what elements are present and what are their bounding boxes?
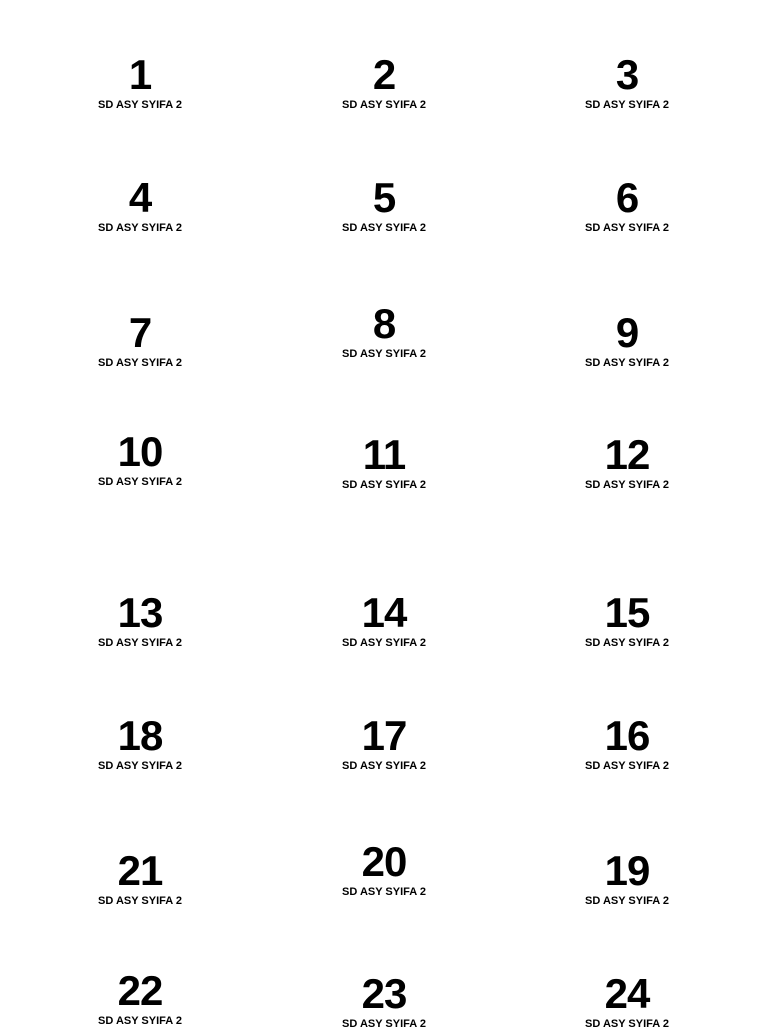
label-school-name: SD ASY SYIFA 2 xyxy=(585,357,669,369)
label-school-name: SD ASY SYIFA 2 xyxy=(585,222,669,234)
number-label xyxy=(60,430,220,489)
label-school-name: SD ASY SYIFA 2 xyxy=(98,357,182,369)
label-number: 21 xyxy=(117,847,163,894)
label-number: 4 xyxy=(128,174,152,221)
number-label xyxy=(304,433,464,492)
label-school-name: SD ASY SYIFA 2 xyxy=(585,895,669,907)
label-number: 18 xyxy=(117,712,163,759)
number-label xyxy=(304,53,464,112)
label-school-name: SD ASY SYIFA 2 xyxy=(342,886,426,898)
number-label xyxy=(304,176,464,235)
label-school-name: SD ASY SYIFA 2 xyxy=(98,476,182,488)
label-number: 20 xyxy=(361,838,407,885)
number-label xyxy=(547,176,707,235)
number-label xyxy=(547,591,707,650)
label-school-name: SD ASY SYIFA 2 xyxy=(342,99,426,111)
label-school-name: SD ASY SYIFA 2 xyxy=(585,1018,669,1030)
number-label xyxy=(304,840,464,899)
label-number: 15 xyxy=(604,589,650,636)
label-number: 1 xyxy=(128,51,152,98)
label-number: 17 xyxy=(361,712,407,759)
number-label xyxy=(60,849,220,908)
label-school-name: SD ASY SYIFA 2 xyxy=(98,895,182,907)
label-number: 13 xyxy=(117,589,163,636)
label-number: 12 xyxy=(604,431,650,478)
number-label xyxy=(304,302,464,361)
label-number: 6 xyxy=(615,174,639,221)
label-number: 3 xyxy=(615,51,639,98)
label-school-name: SD ASY SYIFA 2 xyxy=(98,637,182,649)
label-school-name: SD ASY SYIFA 2 xyxy=(585,637,669,649)
label-number: 2 xyxy=(372,51,396,98)
label-school-name: SD ASY SYIFA 2 xyxy=(342,479,426,491)
label-number: 23 xyxy=(361,970,407,1017)
label-school-name: SD ASY SYIFA 2 xyxy=(342,348,426,360)
label-number: 8 xyxy=(372,300,396,347)
label-number: 11 xyxy=(362,431,406,478)
label-school-name: SD ASY SYIFA 2 xyxy=(98,760,182,772)
label-number: 9 xyxy=(615,309,639,356)
number-label xyxy=(304,972,464,1031)
label-number: 24 xyxy=(604,970,650,1017)
label-school-name: SD ASY SYIFA 2 xyxy=(585,479,669,491)
label-school-name: SD ASY SYIFA 2 xyxy=(98,222,182,234)
label-school-name: SD ASY SYIFA 2 xyxy=(342,760,426,772)
label-number: 5 xyxy=(372,174,396,221)
number-label xyxy=(60,714,220,773)
number-label xyxy=(547,433,707,492)
label-school-name: SD ASY SYIFA 2 xyxy=(342,637,426,649)
number-label xyxy=(304,714,464,773)
label-school-name: SD ASY SYIFA 2 xyxy=(585,760,669,772)
number-label xyxy=(547,972,707,1031)
number-label xyxy=(547,311,707,370)
label-school-name: SD ASY SYIFA 2 xyxy=(342,222,426,234)
label-school-name: SD ASY SYIFA 2 xyxy=(342,1018,426,1030)
label-number: 7 xyxy=(128,309,152,356)
label-number: 19 xyxy=(604,847,650,894)
label-school-name: SD ASY SYIFA 2 xyxy=(585,99,669,111)
number-label xyxy=(60,969,220,1028)
number-label xyxy=(60,176,220,235)
label-number: 16 xyxy=(604,712,650,759)
number-label xyxy=(60,591,220,650)
number-label xyxy=(547,53,707,112)
number-label xyxy=(547,849,707,908)
label-school-name: SD ASY SYIFA 2 xyxy=(98,99,182,111)
label-number: 10 xyxy=(117,428,163,475)
number-label xyxy=(304,591,464,650)
number-label xyxy=(547,714,707,773)
number-label xyxy=(60,53,220,112)
label-school-name: SD ASY SYIFA 2 xyxy=(98,1015,182,1027)
label-number: 14 xyxy=(361,589,407,636)
number-label xyxy=(60,311,220,370)
label-number: 22 xyxy=(117,967,163,1014)
